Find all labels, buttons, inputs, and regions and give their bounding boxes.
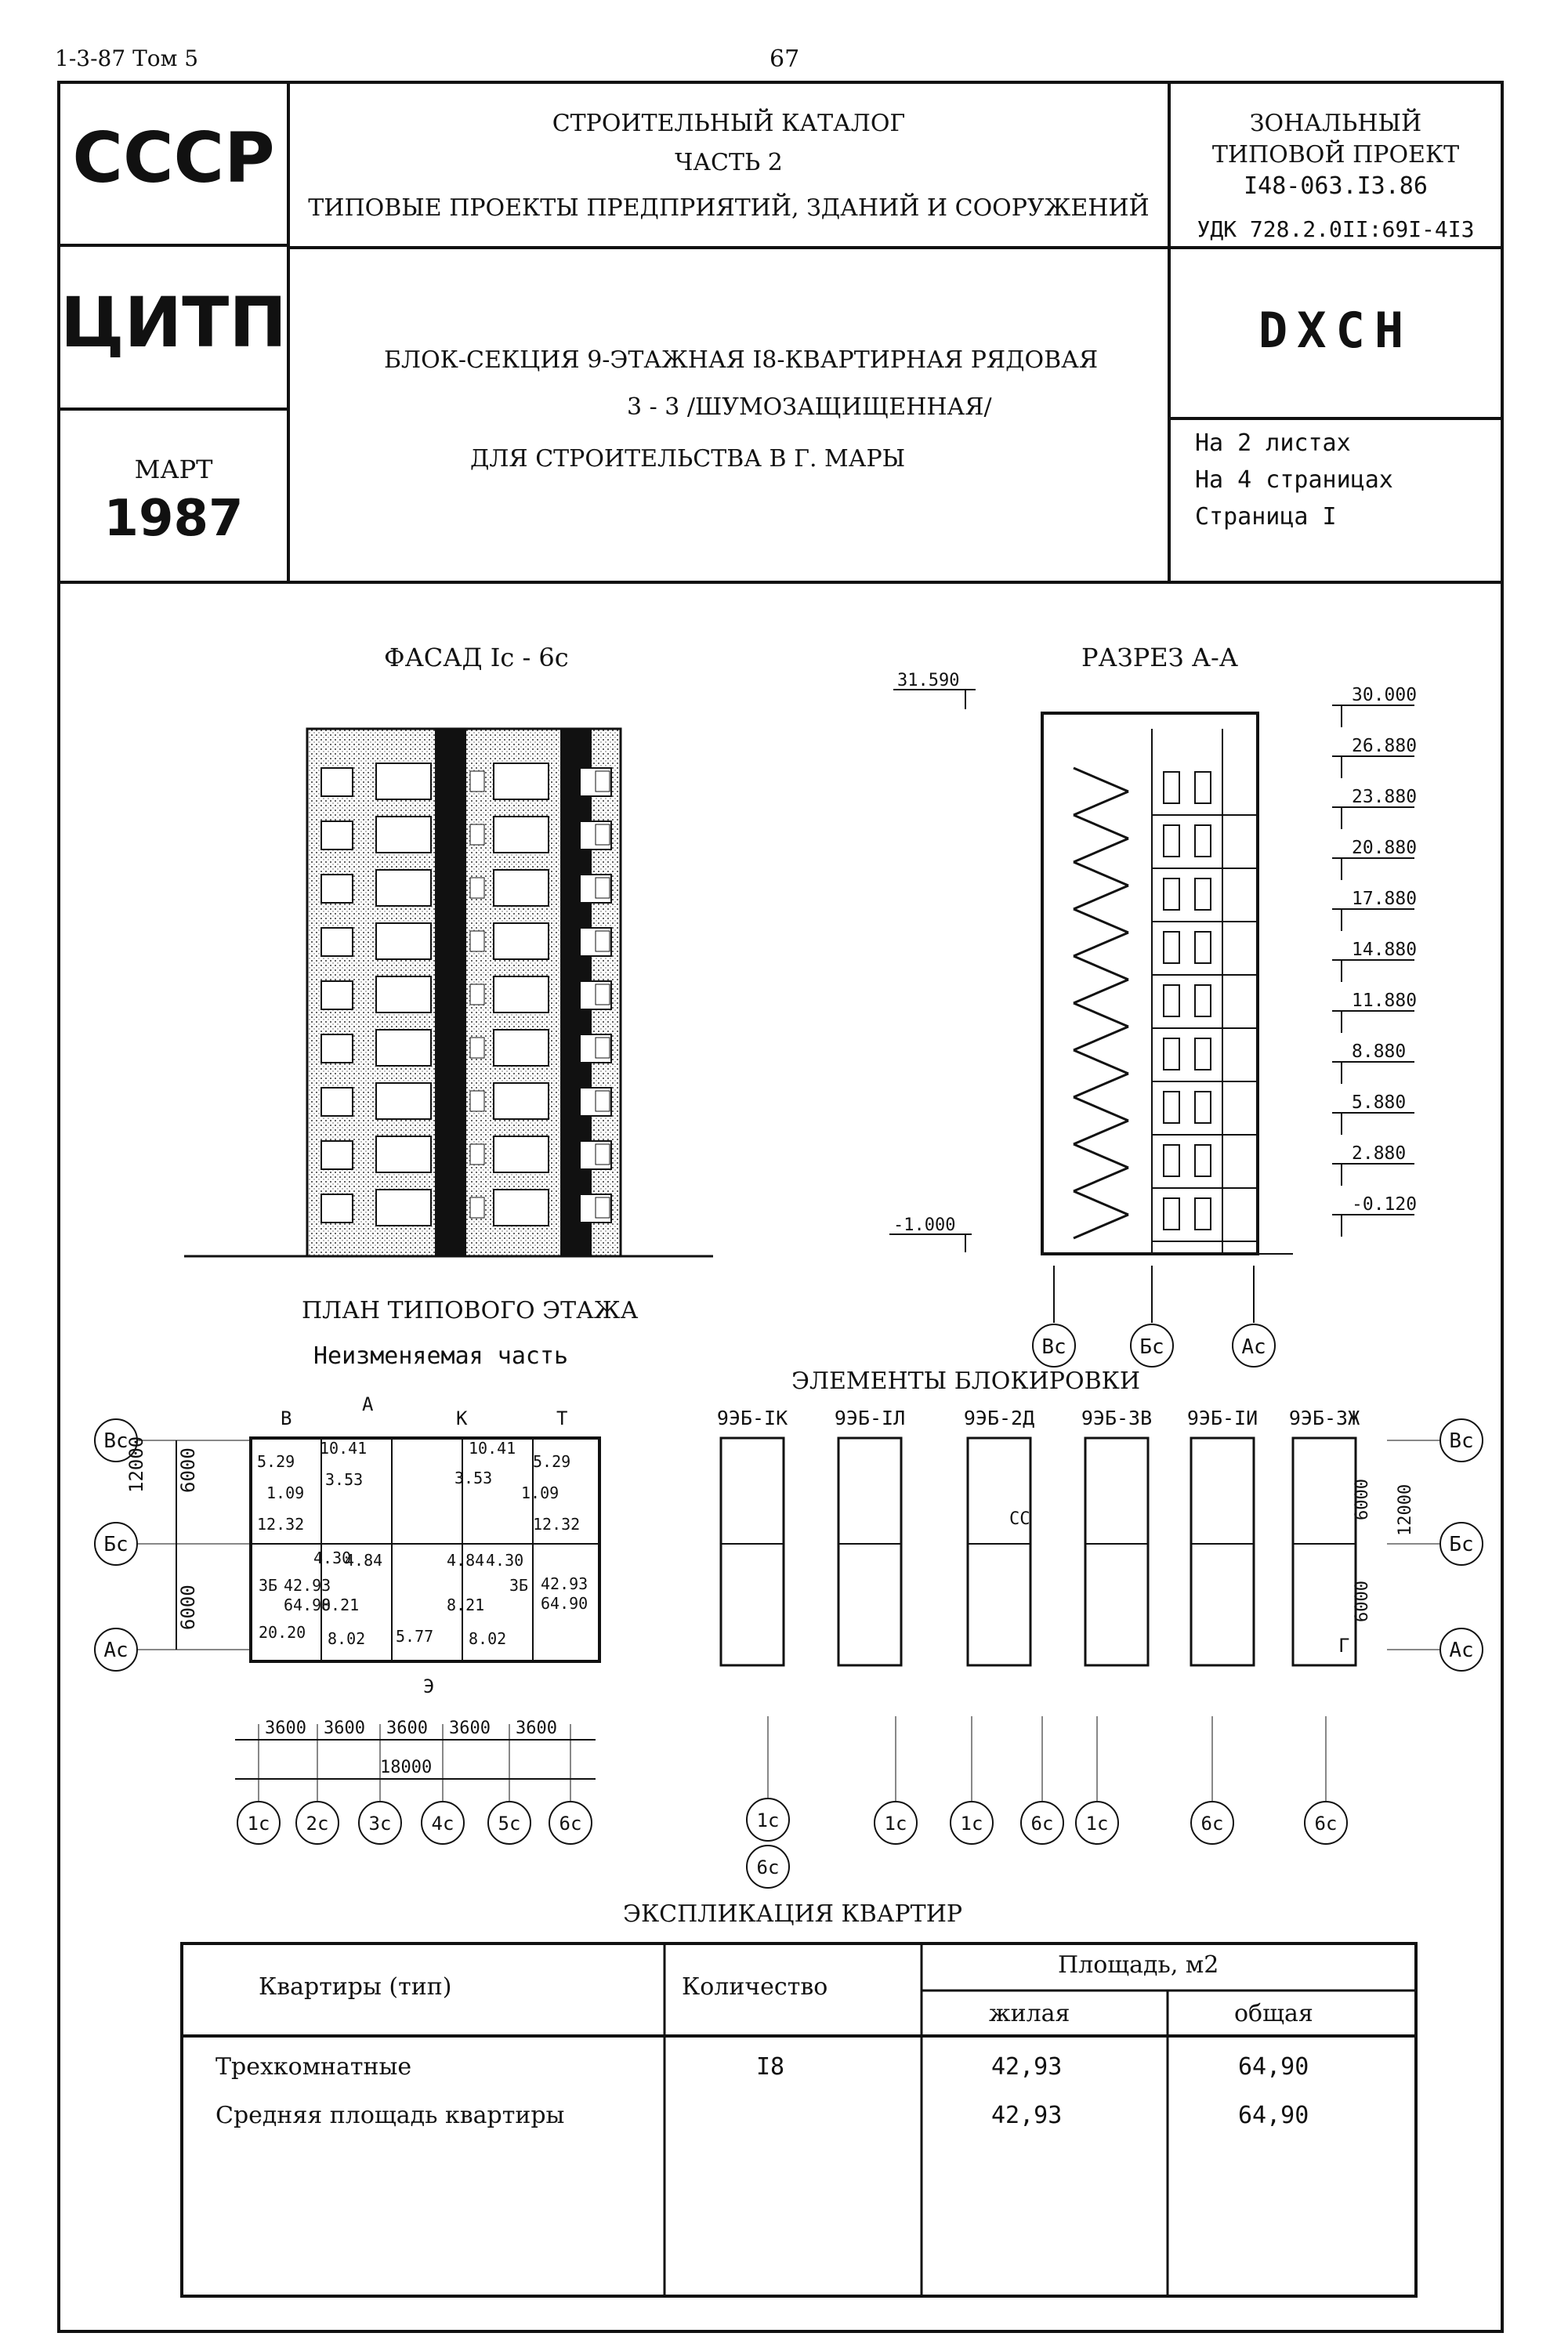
series-label: 1-3-87 Том 5 <box>55 45 199 71</box>
plan-room-area: 5.29 <box>257 1452 295 1471</box>
level-mark-label: 14.880 <box>1352 940 1418 960</box>
project-type-2: ТИПОВОЙ ПРОЕКТ <box>1211 141 1460 168</box>
plan-room-area: 12.32 <box>257 1515 305 1534</box>
catalog-part: ЧАСТЬ 2 <box>675 149 783 176</box>
blocking-mark: СС <box>1009 1509 1030 1529</box>
blocking-element-label: 9ЭБ-IЛ <box>834 1407 906 1429</box>
blocking-dim: 6000 <box>1353 1479 1372 1520</box>
level-mark-label: 30.000 <box>1352 685 1418 705</box>
blocking-col-axis-label: 6с <box>1030 1813 1054 1835</box>
blocking-title: ЭЛЕМЕНТЫ БЛОКИРОВКИ <box>791 1367 1140 1395</box>
plan-room-area: 3.53 <box>325 1470 364 1489</box>
plan-room-area: 4.30 <box>313 1549 352 1567</box>
plan-room-area: 64.90 <box>284 1596 331 1614</box>
plan-section-mark: К <box>456 1407 468 1429</box>
blocking-col-axis-label: 1с <box>756 1809 780 1831</box>
plan-section-mark: Э <box>423 1675 435 1697</box>
plan-room-area: 8.21 <box>447 1596 485 1614</box>
plan-row-axis-label: Бс <box>103 1533 129 1556</box>
blocking-dim: 6000 <box>1353 1581 1372 1622</box>
plan-dim-vertical: 6000 <box>177 1447 199 1493</box>
blocking-element-label: 9ЭБ-IИ <box>1186 1407 1258 1429</box>
row-1-count: I8 <box>756 2053 785 2081</box>
plan-col-axis-label: 3с <box>368 1813 392 1835</box>
plan-col-axis-label: 4с <box>431 1813 454 1835</box>
blocking-col-axis-label: 6с <box>1200 1813 1224 1835</box>
plan-room-area: 5.29 <box>533 1452 571 1471</box>
plan-row-axis-label: Вс <box>103 1429 129 1453</box>
row-1-living: 42,93 <box>991 2053 1063 2081</box>
top-mark-label: 31.590 <box>897 671 960 690</box>
org-ussr: СССР <box>72 118 275 198</box>
plan-dim-horizontal: 3600 <box>386 1719 428 1738</box>
level-mark-label: 2.880 <box>1352 1143 1407 1164</box>
udk-code: УДК 728.2.0II:69I-4I3 <box>1197 216 1475 242</box>
blocking-element-label: 9ЭБ-3В <box>1081 1407 1153 1429</box>
page-index: Страница I <box>1195 503 1337 531</box>
desc-line-2: 3 - 3 /ШУМОЗАЩИЩЕННАЯ/ <box>627 393 992 421</box>
col-header-total: общая <box>1234 2000 1313 2027</box>
plan-dim-horizontal: 3600 <box>324 1719 365 1738</box>
plan-col-axis-label: 1с <box>247 1813 270 1835</box>
plan-room-area: 3Б <box>509 1576 529 1595</box>
blocking-dim: 12000 <box>1396 1483 1415 1536</box>
level-mark-label: 11.880 <box>1352 991 1418 1011</box>
level-mark-label: 20.880 <box>1352 838 1418 858</box>
blocking-row-axis-label: Бс <box>1449 1533 1474 1556</box>
level-mark-label: 26.880 <box>1352 736 1418 756</box>
plan-room-area: 42.93 <box>284 1576 331 1595</box>
plan-room-area: 3Б <box>259 1576 278 1595</box>
plan-room-area: 3.53 <box>454 1469 493 1487</box>
page-number: 67 <box>770 45 800 73</box>
plan-room-area: 1.09 <box>266 1483 305 1502</box>
blocking-element-label: 9ЭБ-3Ж <box>1288 1407 1360 1429</box>
issue-year: 1987 <box>103 490 244 548</box>
blocking-col-axis-label: 1с <box>1085 1813 1109 1835</box>
plan-room-area: 5.77 <box>396 1627 434 1646</box>
plan-dim-total: 18000 <box>380 1758 433 1777</box>
section-axis-label: Вс <box>1041 1335 1066 1359</box>
plan-col-axis-label: 5с <box>498 1813 521 1835</box>
org-citp: ЦИТП <box>60 282 287 363</box>
plan-room-area: 8.02 <box>328 1629 366 1648</box>
row-2-type: Средняя площадь квартиры <box>215 2102 565 2129</box>
blocking-row-axis-label: Ас <box>1449 1639 1474 1662</box>
plan-row-axis-label: Ас <box>103 1639 129 1662</box>
plan-room-area: 4.84 <box>447 1551 485 1570</box>
bottom-mark-label: -1.000 <box>893 1215 956 1235</box>
blocking-col-axis-label: 1с <box>884 1813 907 1835</box>
plan-room-area: 4.30 <box>486 1551 524 1570</box>
sheet-count: На 2 листах <box>1195 429 1351 457</box>
blocking-col-axis-label: 6с <box>756 1857 780 1878</box>
plan-room-area: 12.32 <box>533 1515 581 1534</box>
project-type-1: ЗОНАЛЬНЫЙ <box>1249 110 1422 137</box>
plan-col-axis-label: 6с <box>559 1813 582 1835</box>
row-2-total: 64,90 <box>1238 2102 1309 2129</box>
plan-room-area: 20.20 <box>259 1623 306 1642</box>
plan-room-area: 64.90 <box>541 1594 588 1613</box>
catalog-subtitle: ТИПОВЫЕ ПРОЕКТЫ ПРЕДПРИЯТИЙ, ЗДАНИЙ И СООРУЖЕНИЙ <box>308 194 1150 222</box>
col-header-living: жилая <box>989 2000 1070 2027</box>
plan-subtitle: Неизменяемая часть <box>313 1342 569 1370</box>
blocking-mark: Г <box>1338 1635 1350 1657</box>
row-1-total: 64,90 <box>1238 2053 1309 2081</box>
plan-dim-horizontal: 3600 <box>516 1719 557 1738</box>
plan-room-area: 10.41 <box>469 1439 516 1458</box>
catalog-title: СТРОИТЕЛЬНЫЙ КАТАЛОГ <box>552 110 906 137</box>
blocking-element-label: 9ЭБ-IК <box>716 1407 788 1429</box>
blocking-element-label: 9ЭБ-2Д <box>963 1407 1035 1429</box>
row-1-type: Трехкомнатные <box>215 2053 412 2081</box>
section-axis-label: Бс <box>1139 1335 1164 1359</box>
section-title: РАЗРЕЗ А-А <box>1081 643 1238 672</box>
col-header-type: Квартиры (тип) <box>259 1973 452 2001</box>
row-2-living: 42,93 <box>991 2102 1063 2129</box>
level-mark-label: 17.880 <box>1352 889 1418 909</box>
blocking-col-axis-label: 1с <box>960 1813 983 1835</box>
blocking-col-axis-label: 6с <box>1314 1813 1338 1835</box>
level-mark-label: -0.120 <box>1352 1194 1418 1215</box>
level-mark-label: 8.880 <box>1352 1041 1407 1062</box>
plan-dim-vertical: 12000 <box>125 1436 147 1493</box>
desc-line-1: БЛОК-СЕКЦИЯ 9-ЭТАЖНАЯ I8-КВАРТИРНАЯ РЯДОВАЯ <box>384 346 1099 374</box>
plan-section-mark: А <box>362 1393 374 1415</box>
plan-title: ПЛАН ТИПОВОГО ЭТАЖА <box>302 1297 639 1324</box>
plan-room-area: 8.21 <box>321 1596 360 1614</box>
section-axis-label: Ас <box>1241 1335 1266 1359</box>
page-count: На 4 страницах <box>1195 466 1393 494</box>
project-number: I48-063.I3.86 <box>1244 172 1428 200</box>
plan-section-mark: В <box>281 1407 292 1429</box>
blocking-row-axis-label: Вс <box>1449 1429 1474 1453</box>
plan-section-mark: Т <box>556 1407 568 1429</box>
plan-room-area: 1.09 <box>521 1483 559 1502</box>
issue-month: МАРТ <box>134 455 213 484</box>
plan-room-area: 42.93 <box>541 1574 588 1593</box>
plan-dim-horizontal: 3600 <box>265 1719 306 1738</box>
col-header-area: Площадь, м2 <box>1058 1951 1219 1979</box>
facade-title: ФАСАД Iс - 6с <box>384 643 569 672</box>
plan-room-area: 8.02 <box>469 1629 507 1648</box>
plan-dim-horizontal: 3600 <box>449 1719 491 1738</box>
plan-dim-vertical: 6000 <box>177 1585 199 1630</box>
project-code: DXCH <box>1258 302 1414 359</box>
plan-room-area: 10.41 <box>320 1439 368 1458</box>
level-mark-label: 5.880 <box>1352 1092 1407 1113</box>
plan-room-area: 4.84 <box>345 1551 383 1570</box>
plan-col-axis-label: 2с <box>306 1813 329 1835</box>
desc-line-3: ДЛЯ СТРОИТЕЛЬСТВА В Г. МАРЫ <box>470 445 906 473</box>
explication-title: ЭКСПЛИКАЦИЯ КВАРТИР <box>623 1900 963 1928</box>
col-header-count: Количество <box>682 1973 828 2001</box>
level-mark-label: 23.880 <box>1352 787 1418 807</box>
